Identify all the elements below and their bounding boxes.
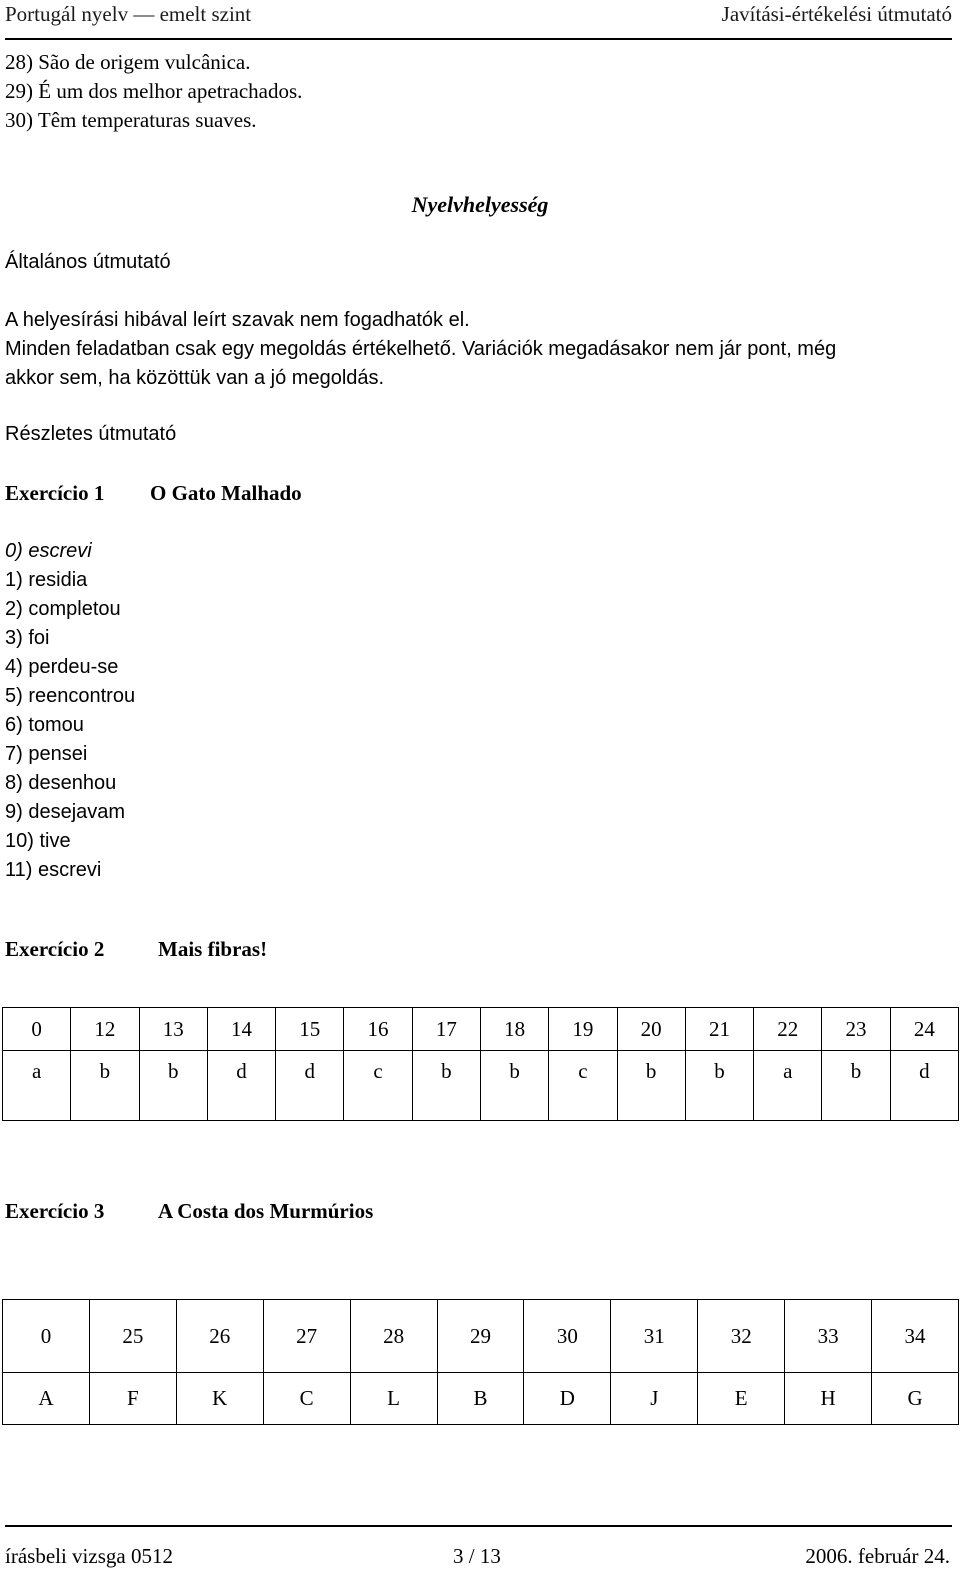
table-cell: c — [344, 1051, 412, 1121]
exercise-2-label: Exercício 2 — [5, 937, 105, 961]
table-cell: 33 — [785, 1300, 872, 1373]
exercise-2-answer-table — [2, 1007, 959, 1121]
table-cell: B — [437, 1373, 524, 1425]
answer-line-28: 28) São de origem vulcânica. — [5, 50, 251, 74]
page-header — [5, 0, 952, 40]
table-cell: 23 — [822, 1008, 890, 1051]
table-cell: J — [611, 1373, 698, 1425]
table-cell: 32 — [698, 1300, 785, 1373]
list-item: 0) escrevi — [5, 540, 92, 562]
table-cell: 30 — [524, 1300, 611, 1373]
list-item: 9) desejavam — [5, 801, 126, 823]
general-guide-line: Minden feladatban csak egy megoldás értékelhető. Variációk megadásakor nem jár pont, még — [5, 338, 837, 360]
exercise-3-label: Exercício 3 — [5, 1199, 105, 1223]
general-guide-line: akkor sem, ha közöttük van a jó megoldás. — [5, 367, 385, 389]
table-cell: 15 — [276, 1008, 344, 1051]
table-cell: 24 — [890, 1008, 958, 1051]
table-cell: 18 — [480, 1008, 548, 1051]
list-item: 11) escrevi — [5, 859, 102, 881]
table-cell: 22 — [754, 1008, 822, 1051]
list-item: 5) reencontrou — [5, 685, 136, 707]
table-cell: 19 — [549, 1008, 617, 1051]
table-cell: b — [480, 1051, 548, 1121]
header-doc-type: Javítási-értékelési útmutató — [721, 2, 952, 26]
list-item: 4) perdeu-se — [5, 656, 119, 678]
list-item: 6) tomou — [5, 714, 84, 736]
table-cell: E — [698, 1373, 785, 1425]
footer-exam-code: írásbeli vizsga 0512 — [5, 1544, 173, 1568]
table-cell: b — [617, 1051, 685, 1121]
table-cell: d — [276, 1051, 344, 1121]
list-item: 8) desenhou — [5, 772, 117, 794]
footer-page-number: 3 / 13 — [453, 1544, 501, 1568]
table-cell: b — [685, 1051, 753, 1121]
table-cell: 16 — [344, 1008, 412, 1051]
table-cell: a — [3, 1051, 71, 1121]
list-item: 1) residia — [5, 569, 88, 591]
table-cell: b — [822, 1051, 890, 1121]
exercise-2-title: Mais fibras! — [158, 937, 268, 961]
table-row — [3, 1051, 959, 1121]
table-cell: c — [549, 1051, 617, 1121]
list-item: 3) foi — [5, 627, 50, 649]
table-cell: d — [207, 1051, 275, 1121]
table-row — [3, 1373, 959, 1425]
table-cell: 17 — [412, 1008, 480, 1051]
exercise-1-answer-list — [5, 537, 135, 885]
answer-line-29: 29) É um dos melhor apetrachados. — [5, 79, 303, 103]
detailed-guide-heading: Részletes útmutató — [5, 423, 177, 445]
table-cell: 28 — [350, 1300, 437, 1373]
table-cell: H — [785, 1373, 872, 1425]
table-cell: 26 — [176, 1300, 263, 1373]
footer-divider — [5, 1525, 952, 1527]
section-title: Nyelvhelyesség — [411, 192, 549, 217]
table-cell: A — [3, 1373, 90, 1425]
table-cell: G — [872, 1373, 959, 1425]
table-cell: b — [71, 1051, 139, 1121]
table-cell: 20 — [617, 1008, 685, 1051]
exercise-3-answer-table — [2, 1299, 959, 1425]
general-guide-line: A helyesírási hibával leírt szavak nem fogadhatók el. — [5, 309, 470, 331]
list-item: 7) pensei — [5, 743, 88, 765]
table-cell: 14 — [207, 1008, 275, 1051]
exercise-1-label: Exercício 1 — [5, 481, 105, 505]
exercise-3-title: A Costa dos Murmúrios — [158, 1199, 374, 1223]
list-item: 2) completou — [5, 598, 121, 620]
table-cell: F — [89, 1373, 176, 1425]
list-item: 10) tive — [5, 830, 71, 852]
table-cell: 27 — [263, 1300, 350, 1373]
table-cell: 0 — [3, 1008, 71, 1051]
footer-date: 2006. február 24. — [805, 1544, 950, 1568]
table-cell: 0 — [3, 1300, 90, 1373]
table-cell: 29 — [437, 1300, 524, 1373]
table-cell: b — [139, 1051, 207, 1121]
answer-line-30: 30) Têm temperaturas suaves. — [5, 108, 257, 132]
table-cell: 34 — [872, 1300, 959, 1373]
table-cell: 13 — [139, 1008, 207, 1051]
table-row — [3, 1300, 959, 1373]
table-row — [3, 1008, 959, 1051]
general-guide-heading: Általános útmutató — [5, 251, 171, 273]
table-cell: C — [263, 1373, 350, 1425]
table-cell: 25 — [89, 1300, 176, 1373]
table-cell: K — [176, 1373, 263, 1425]
table-cell: D — [524, 1373, 611, 1425]
table-cell: a — [754, 1051, 822, 1121]
table-cell: L — [350, 1373, 437, 1425]
exercise-1-title: O Gato Malhado — [150, 481, 302, 505]
table-cell: 12 — [71, 1008, 139, 1051]
table-cell: d — [890, 1051, 958, 1121]
table-cell: 21 — [685, 1008, 753, 1051]
table-cell: 31 — [611, 1300, 698, 1373]
header-subject: Portugál nyelv — emelt szint — [5, 2, 252, 26]
table-cell: b — [412, 1051, 480, 1121]
